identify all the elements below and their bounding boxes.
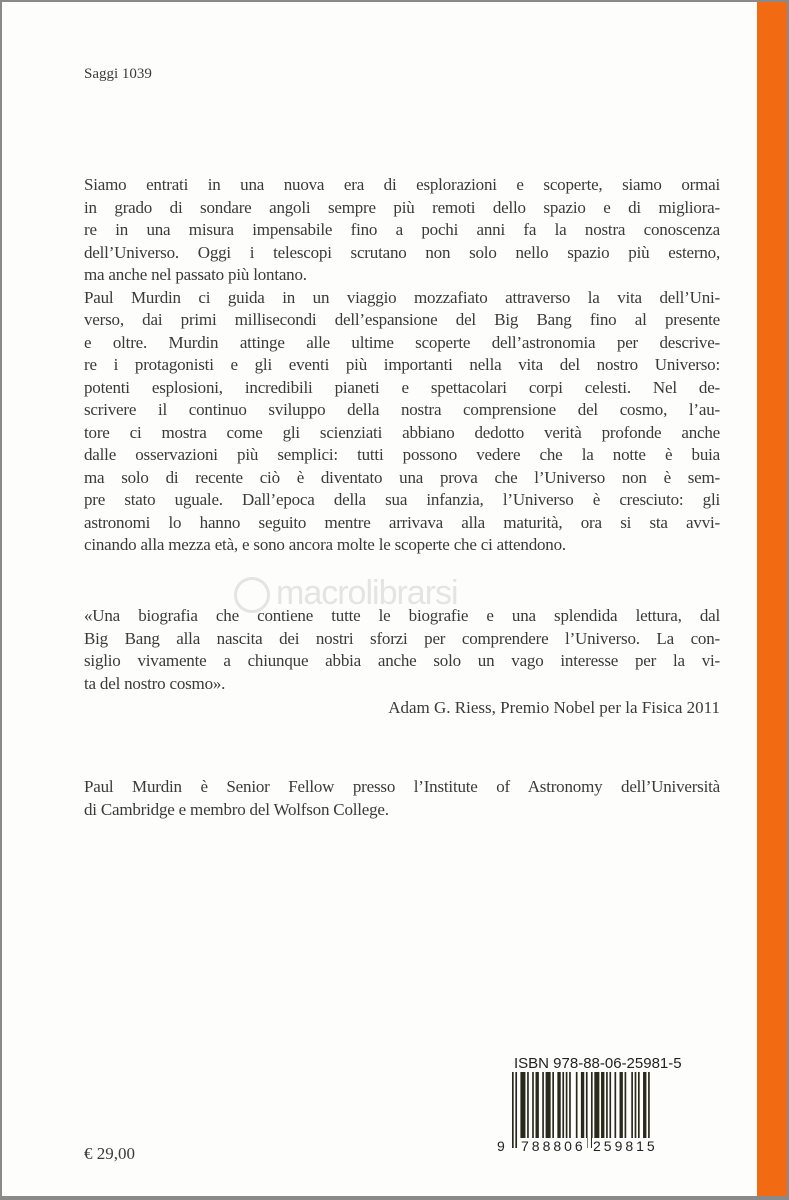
barcode-bar — [643, 1072, 646, 1148]
blurb-line: tore ci mostra come gli scienziati abbiano dedotto verità profonde anche — [84, 422, 720, 442]
bio-line: Paul Murdin è Senior Fellow presso l’Institute of Astronomy dell’Università — [84, 777, 720, 796]
barcode-digits-right: 259815 — [593, 1138, 658, 1154]
barcode-bar — [536, 1072, 539, 1140]
barcode-bar — [620, 1072, 623, 1140]
watermark-text: macrolibrarsi — [276, 574, 458, 612]
barcode-bar — [552, 1072, 554, 1140]
blurb-line: dalle osservazioni più semplici: tutti possono vedere che la notte è buia — [84, 445, 720, 464]
barcode-bar — [594, 1072, 599, 1140]
barcode-bar — [609, 1072, 611, 1140]
barcode-bar — [569, 1072, 571, 1140]
barcode-bar — [515, 1072, 517, 1148]
barcode-bar — [512, 1072, 514, 1148]
price: € 29,00 — [84, 1144, 135, 1163]
barcode-bar — [520, 1072, 525, 1140]
isbn: ISBN 978-88-06-25981-5 — [514, 1055, 682, 1072]
blurb-line: verso, dai primi millisecondi dell’espansione del Big Bang fino al presente — [84, 310, 720, 329]
blurb-line: re in una misura impensabile fino a pochi anni fa la nostra conoscenza — [84, 220, 720, 239]
blurb-line: re i protagonisti e gli eventi più importanti nella vita del nostro Universo: — [84, 355, 720, 374]
barcode-bar — [562, 1072, 564, 1140]
barcode-bar — [601, 1072, 604, 1140]
blurb-line: astronomi lo hanno seguito mentre arrivava alla maturità, ora si sta avvi- — [84, 512, 720, 532]
blurb-line: potenti esplosioni, incredibili pianeti e spettacolari corpi celesti. Nel de- — [84, 377, 720, 397]
blurb-line: in grado di sondare angoli sempre più remoti dello spazio e di migliora- — [84, 197, 720, 217]
barcode-bar — [635, 1072, 637, 1140]
blurb-line: dell’Universo. Oggi i telescopi scrutano non solo nello spazio più esterno, — [84, 242, 720, 262]
barcode-bar — [591, 1072, 593, 1148]
barcode-bar — [532, 1072, 534, 1140]
barcode-bar — [638, 1072, 640, 1140]
bio-line: di Cambridge e membro del Wolfson College. — [84, 799, 389, 819]
quote-attribution: Adam G. Riess, Premio Nobel per la Fisica 2011 — [388, 698, 720, 717]
barcode-bar — [557, 1072, 560, 1140]
book-back-cover — [2, 2, 787, 1196]
blurb-line: ma anche nel passato più lontano. — [84, 265, 307, 284]
barcode-bar — [546, 1072, 551, 1140]
barcode-bar — [648, 1072, 650, 1148]
quote-line: ta del nostro cosmo». — [84, 673, 226, 693]
quote-line: siglio vivamente a chiunque abbia anche solo un vago interesse per la vi- — [84, 651, 720, 670]
barcode-bar — [542, 1072, 544, 1140]
barcode-bar — [631, 1072, 633, 1140]
barcode-bar — [614, 1072, 616, 1140]
quote-line: Big Bang alla nascita dei nostri sforzi per comprendere l’Universo. La con- — [84, 628, 720, 648]
blurb-line: Paul Murdin ci guida in un viaggio mozzafiato attraverso la vita dell’Uni- — [84, 287, 720, 307]
blurb-line: cinando alla mezza età, e sono ancora molte le scoperte che ci attendono. — [84, 535, 566, 554]
barcode-bar — [566, 1072, 568, 1140]
blurb-line: scrivere il continuo sviluppo della nostra comprensione del cosmo, l’au- — [84, 400, 720, 419]
blurb-line: Siamo entrati in una nuova era di esplorazioni e scoperte, siamo ormai — [84, 175, 720, 194]
blurb-line: ma solo di recente ciò è diventato una prova che l’Universo non è sem- — [84, 467, 720, 487]
quote-line: «Una biografia che contiene tutte le biografie e una splendida lettura, dal — [84, 606, 720, 625]
barcode-digit-first: 9 — [497, 1138, 508, 1154]
orange-spine-stripe — [757, 2, 787, 1196]
blurb-line: e oltre. Murdin attinge alle ultime scoperte dell’astronomia per descrive- — [84, 332, 720, 352]
barcode-bar — [606, 1072, 608, 1140]
barcode-bar — [581, 1072, 584, 1148]
blurb-line: pre stato uguale. Dall’epoca della sua infanzia, l’Universo è cresciuto: gli — [84, 490, 720, 509]
barcode-digits-left: 788806 — [521, 1138, 586, 1154]
barcode-bar — [527, 1072, 529, 1140]
series-label: Saggi 1039 — [84, 66, 152, 82]
barcode-bar — [625, 1072, 627, 1140]
barcode-bar — [586, 1072, 588, 1148]
barcode-bar — [576, 1072, 578, 1140]
